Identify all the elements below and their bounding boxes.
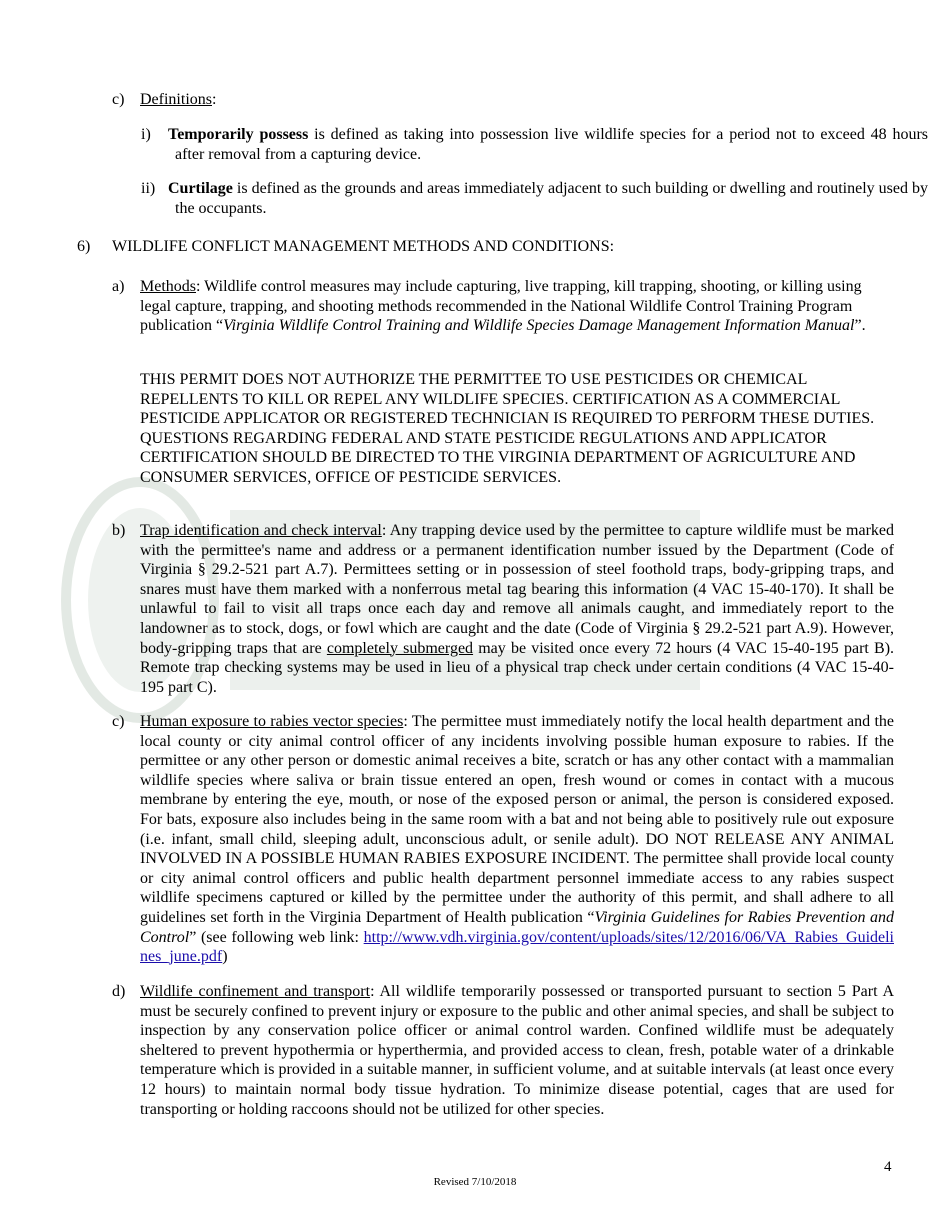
section-6-title: WILDLIFE CONFLICT MANAGEMENT METHODS AND CONDITIONS: (112, 238, 615, 255)
definition-temporarily-possess (141, 125, 928, 164)
definitions-marker: c) (112, 91, 125, 108)
item-c-text-3: ) (222, 948, 228, 966)
definition-ii-term: Curtilage (168, 180, 233, 197)
item-a-marker: a) (112, 278, 125, 295)
item-b-underlined: completely submerged (326, 639, 474, 657)
item-c-publication: Virginia Guidelines for Rabies Prevention and Control (140, 908, 894, 946)
definition-curtilage (141, 179, 928, 218)
item-d-confinement-transport (140, 982, 894, 1119)
definition-i-term: Temporarily possess (168, 126, 309, 143)
page-number: 4 (884, 1159, 892, 1175)
item-a-methods (140, 277, 888, 336)
definition-ii-text: is defined as the grounds and areas immediately adjacent to such building or dwelling and routinely used by the occupants. (175, 180, 928, 217)
definitions-colon: : (212, 91, 217, 108)
item-c-text-2: ” (see following web link: (189, 928, 364, 946)
section-6-heading (77, 237, 877, 257)
item-c-rabies-exposure (140, 712, 894, 967)
definitions-heading (112, 90, 892, 110)
definition-i-marker: i) (141, 126, 151, 143)
item-c-text-1: : The permittee must immediately notify the local health department and the local county or city animal control officer of any incidents involving possible human exposure to rabies. If the permittee or any other person or domestic animal receives a bite, scratch or has any other contact with a mammalian wildlife species where saliva or brain tissue entered an open, fresh wound or comes in contact with a mucous membrane by entering the eye, mouth, or nose of the exposed person or animal, the person is considered exposed. For bats, exposure also includes being in the same room with a bat and not being able to positively rule out exposure (i.e. infant, small child, sleeping adult, unconscious adult, or senile adult). DO NOT RELEASE ANY ANIMAL INVOLVED IN A POSSIBLE HUMAN RABIES EXPOSURE INCIDENT. The permittee shall provide local county or city animal control officers and public health department personnel immediate access to any rabies suspect wildlife specimens captured or killed by the permittee under the authority of this permit, and shall adhere to all guidelines set forth in the Virginia Department of Health publication “ (140, 713, 895, 926)
definitions-title: Definitions (140, 91, 212, 108)
item-b-trap-identification (140, 521, 894, 697)
section-6-marker: 6) (77, 238, 91, 255)
rabies-guidelines-link[interactable]: http://www.vdh.virginia.gov/content/uploads/sites/12/2016/06/VA_Rabies_Guidelines_june.pdf (140, 928, 894, 966)
item-d-marker: d) (112, 983, 126, 1000)
item-b-text-1: : Any trapping device used by the permittee to capture wildlife must be marked with the permittee's name and address or a permanent identification number issued by the Department (Code of Virginia § 29.2-521 part A.7). Permittees setting or in possession of steel foothold traps, body-gripping traps, and snares must have them marked with a nonferrous metal tag bearing this information (4 VAC 15-40-170). It shall be unlawful to fail to visit all traps once each day and remove all animals caught, and immediately report to the landowner as to stock, dogs, or fowl which are caught and the date (Code of Virginia § 29.2-521 part A.9). However, body-gripping traps that are (140, 522, 894, 657)
item-a-text: : Wildlife control measures may include capturing, live trapping, kill trapping, shooting, or killing using legal capture, trapping, and shooting methods recommended in the National Wildlife Control Training Program publication “ (140, 278, 862, 335)
item-b-text-2: may be visited once every 72 hours (4 VAC 15-40-195 part B). Remote trap checking systems may be used in lieu of a physical trap check under certain conditions (4 VAC 15-40-195 part C). (140, 639, 895, 696)
item-b-title: Trap identification and check interval (140, 522, 382, 539)
definition-ii-marker: ii) (141, 180, 156, 197)
item-c-marker: c) (112, 713, 125, 730)
item-d-title: Wildlife confinement and transport (140, 983, 371, 1000)
item-c-title: Human exposure to rabies vector species (140, 713, 404, 730)
definition-i-text: is defined as taking into possession live wildlife species for a period not to exceed 48 hours after removal from a capturing device. (175, 126, 929, 163)
item-b-marker: b) (112, 522, 126, 539)
item-a-title: Methods (140, 278, 196, 295)
pesticide-notice: THIS PERMIT DOES NOT AUTHORIZE THE PERMITTEE TO USE PESTICIDES OR CHEMICAL REPELLENTS TO KILL OR REPEL ANY WILDLIFE SPECIES. CERTIFICATION AS A COMMERCIAL PESTICIDE APPLICATOR OR REGISTERED TECHNICIAN IS REQUIRED TO PERFORM THESE DUTIES. QUESTIONS REGARDING FEDERAL AND STATE PESTICIDE REGULATIONS AND APPLICATOR CERTIFICATION SHOULD BE DIRECTED TO THE VIRGINIA DEPARTMENT OF AGRICULTURE AND CONSUMER SERVICES, OFFICE OF PESTICIDE SERVICES. (140, 371, 875, 486)
revised-date-footer: Revised 7/10/2018 (433, 1176, 517, 1188)
item-d-text: : All wildlife temporarily possessed or transported pursuant to section 5 Part A must be securely confined to prevent injury or exposure to the public and other animal species, and shall be subject to inspection by any conservation police officer or animal control warden. Confined wildlife must be adequately sheltered to prevent hypothermia or hyperthermia, and provided access to clean, fresh, potable water of a drinkable temperature which is provided in a suitable manner, in sufficient volume, and at suitable intervals (at least once every 12 hours) to maintain normal body tissue hydration. To minimize disease potential, cages that are used for transporting or holding raccoons should not be utilized for other species. (140, 983, 895, 1118)
item-a-after: ”. (854, 317, 866, 335)
item-a-publication: Virginia Wildlife Control Training and Wildlife Species Damage Management Information Manual (223, 317, 855, 335)
